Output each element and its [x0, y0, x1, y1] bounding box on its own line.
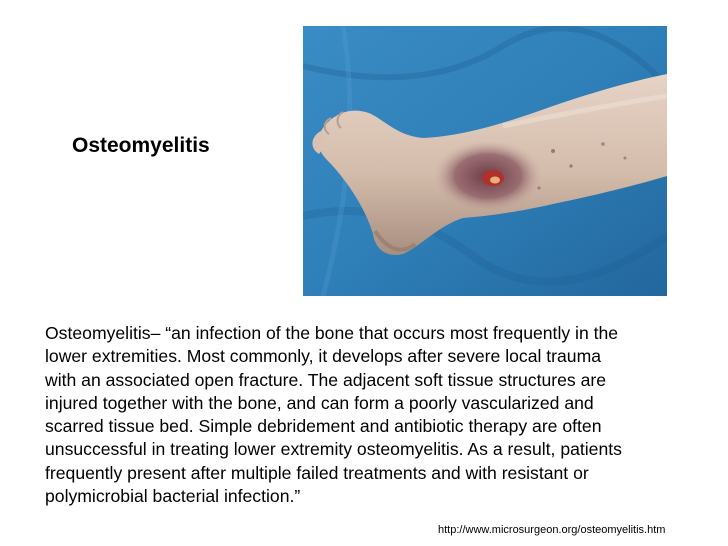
source-link[interactable]: http://www.microsurgeon.org/osteomyelitis.htm: [438, 524, 666, 536]
paragraph-line: with an associated open fracture. The adjacent soft tissue structures are: [45, 369, 607, 390]
paragraph-line: lower extremities. Most commonly, it develops after severe local trauma: [45, 346, 602, 367]
clinical-photo: [303, 26, 667, 296]
slide-title: Osteomyelitis: [72, 134, 210, 157]
paragraph-line: injured together with the bone, and can form a poorly vascularized and: [45, 392, 594, 413]
definition-paragraph: [45, 322, 725, 508]
paragraph-line: scarred tissue bed. Simple debridement and antibiotic therapy are often: [45, 416, 602, 437]
paragraph-line: polymicrobial bacterial infection.”: [45, 486, 301, 507]
paragraph-line: frequently present after multiple failed treatments and with resistant or: [45, 462, 589, 483]
paragraph-line: unsuccessful in treating lower extremity osteomyelitis. As a result, patients: [45, 439, 622, 460]
leg-wound-illustration: [303, 26, 667, 296]
paragraph-line: Osteomyelitis– “an infection of the bone that occurs most frequently in the: [45, 323, 619, 343]
